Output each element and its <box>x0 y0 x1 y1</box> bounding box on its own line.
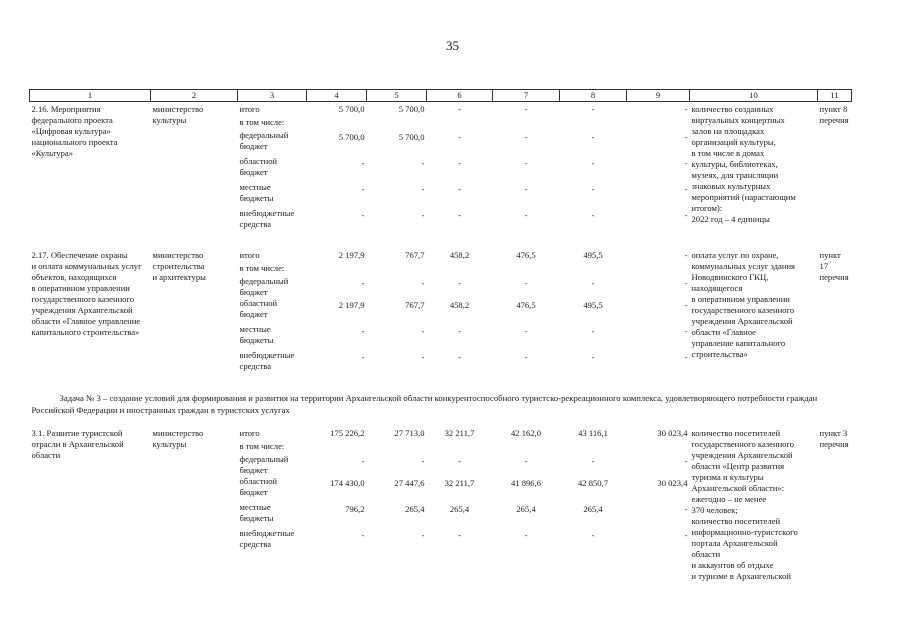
executor: министерство строительства и архитектуры <box>152 250 206 282</box>
list-reference: пункт 8 перечня <box>819 104 849 125</box>
header-cell: 6 <box>427 90 493 102</box>
amount-2021: 458,2 - 458,2 - - <box>449 250 470 362</box>
header-cell: 5 <box>367 90 427 102</box>
activity-name: 2.17. Обеспечение охраны и оплата коммунальных услуг объектов, находящихся в оперативном управлении государственного казенного учреждения Архангельской области «Главное управление капитального строительства» <box>31 250 142 337</box>
funding-sources: итого в том числе: федеральный бюджет областной бюджет местные бюджеты внебюджетные средства <box>239 250 295 371</box>
amount-2022: 476,5 - 476,5 - - <box>516 250 536 362</box>
program-table <box>29 89 852 582</box>
header-cell: 8 <box>560 90 627 102</box>
expected-result: количество посетителей государственного казенного учреждения Архангельской области «Центр развития туризма и культуры Архангельской области»: ежегодно – не менее 370 человек; количество посетителей информационно-туристского портала Архангельской области и аккаунтов об отдыхе и туризме в Архангельской <box>691 428 798 581</box>
table-row <box>30 428 852 582</box>
header-cell: 10 <box>690 90 818 102</box>
expected-result: количество созданных виртуальных концертных залов на площадках организаций культуры, в том числе в домах культуры, библиотеках, музеях, для трансляции знаковых культурных мероприятий (нарастающим итогом): 2022 год – 4 единицы <box>691 104 796 224</box>
amount-2020: 27 713,0 - 27 447,6 265,4 - <box>394 428 425 540</box>
amount-total: 175 226,2 - 174 430,0 796,2 - <box>330 428 365 540</box>
header-cell: 7 <box>493 90 560 102</box>
amount-2023: - - - - - <box>591 104 595 220</box>
amount-2024: 30 023,4 - 30 023,4 - - <box>657 428 688 540</box>
task-row <box>30 392 852 416</box>
header-cell: 1 <box>30 90 151 102</box>
header-cell: 9 <box>627 90 690 102</box>
header-cell: 4 <box>307 90 367 102</box>
task-description: Задача № 3 – создание условий для формирования и развития на территории Архангельской области конкурентоспособного туристско-рекреационного комплекса, удовлетворяющего потребности граждан Российской Федерации и иностранных граждан в туристских услугах <box>31 393 818 415</box>
expected-result: оплата услуг по охране, коммунальных услуг здания Новодвинского ГКЦ, находящегося в оперативном управлении государственного казенного учреждения Архангельской области «Главное управление капитального строительства» <box>691 250 796 359</box>
amount-2020: 5 700,0 5 700,0 - - - <box>398 104 425 220</box>
activity-name: 3.1. Развитие туристской отрасли в Архангельской области <box>31 428 124 460</box>
column-number-header <box>30 90 852 102</box>
funding-sources: итого в том числе: федеральный бюджет областной бюджет местные бюджеты внебюджетные средства <box>239 104 295 229</box>
page-number: 35 <box>446 38 459 53</box>
funding-sources: итого в том числе: федеральный бюджет областной бюджет местные бюджеты внебюджетные средства <box>239 428 295 549</box>
amount-2020: 767,7 - 767,7 - - <box>405 250 425 362</box>
amount-2024: - - - - - <box>684 104 688 220</box>
table-row <box>30 102 852 237</box>
amount-total: 2 197,9 - 2 197,9 - - <box>338 250 365 362</box>
list-reference: пункт 3 перечня <box>819 428 849 449</box>
executor: министерство культуры <box>152 104 204 125</box>
executor: министерство культуры <box>152 428 204 449</box>
activity-name: 2.16. Мероприятия федерального проекта «Цифровая культура» национального проекта «Культура» <box>31 104 118 158</box>
amount-2021: - - - - - <box>458 104 461 220</box>
amount-2024: - - - - - <box>684 250 688 362</box>
amount-2022: - - - - - <box>524 104 528 220</box>
header-cell: 3 <box>238 90 307 102</box>
amount-2023: 43 116,1 - 42 850,7 265,4 - <box>577 428 609 540</box>
amount-2021: 32 211,7 - 32 211,7 265,4 - <box>444 428 475 540</box>
header-cell: 2 <box>151 90 238 102</box>
amount-total: 5 700,0 5 700,0 - - - <box>338 104 365 220</box>
header-cell: 11 <box>818 90 852 102</box>
table-row <box>30 250 852 378</box>
list-reference: пункт 17 перечня <box>819 250 849 282</box>
amount-2022: 42 162,0 - 41 896,6 265,4 - <box>510 428 542 540</box>
amount-2023: 495,5 - 495,5 - - <box>583 250 603 362</box>
